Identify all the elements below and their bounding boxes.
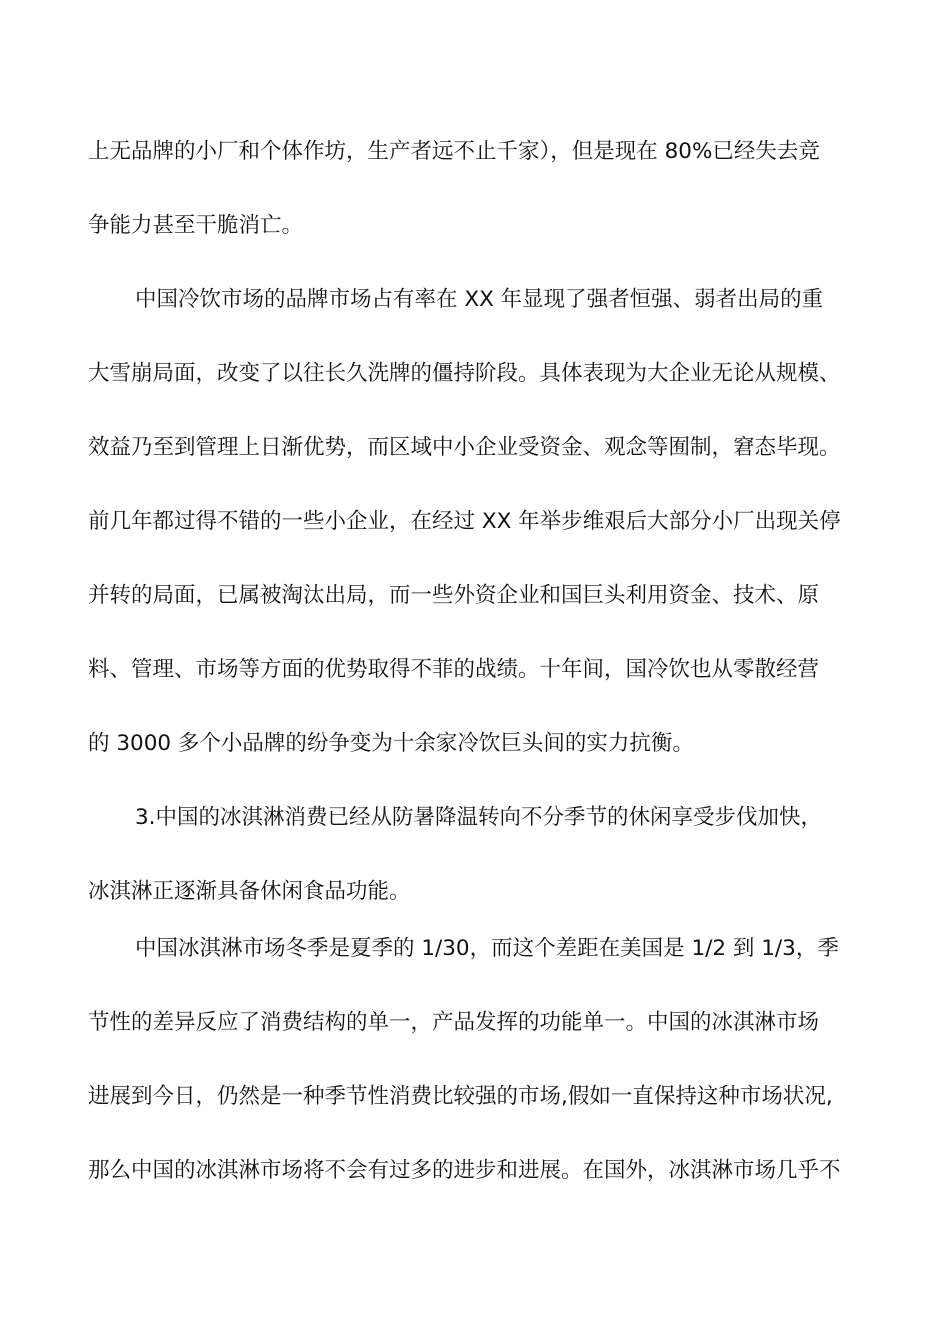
paragraph-first-line: 中国冷饮市场的品牌市场占有率在 XX 年显现了强者恒强、弱者出局的重 [135,287,824,312]
text-line: 料、管理、市场等方面的优势取得不菲的战绩。十年间，国冷饮也从零散经营 [88,657,820,682]
text-line: 上无品牌的小厂和个体作坊，生产者远不止千家），但是现在 80%已经失去竞 [88,139,820,164]
text-line: 大雪崩局面，改变了以往长久洗牌的僵持阶段。具体表现为大企业无论从规模、 [88,361,841,386]
text-line: 前几年都过得不错的一些小企业，在经过 XX 年举步维艰后大部分小厂出现关停 [88,509,841,534]
text-line: 冰淇淋正逐渐具备休闲食品功能。 [88,879,411,904]
text-line: 并转的局面，已属被淘汰出局，而一些外资企业和国巨头利用资金、技术、原 [88,583,820,608]
section-heading-line: 3.中国的冰淇淋消费已经从防暑降温转向不分季节的休闲享受步伐加快， [135,805,823,830]
text-line: 争能力甚至干脆消亡。 [88,213,304,238]
text-line: 进展到今日，仍然是一种季节性消费比较强的市场,假如一直保持这种市场状况, [88,1084,833,1109]
text-line: 的 3000 多个小品牌的纷争变为十余家冷饮巨头间的实力抗衡。 [88,731,694,756]
paragraph-first-line: 中国冰淇淋市场冬季是夏季的 1/30，而这个差距在美国是 1/2 到 1/3，季 [135,936,839,961]
text-line: 效益乃至到管理上日渐优势，而区域中小企业受资金、观念等囿制，窘态毕现。 [88,435,841,460]
text-line: 节性的差异反应了消费结构的单一，产品发挥的功能单一。中国的冰淇淋市场 [88,1010,820,1035]
text-line: 那么中国的冰淇淋市场将不会有过多的进步和进展。在国外，冰淇淋市场几乎不 [88,1158,841,1183]
